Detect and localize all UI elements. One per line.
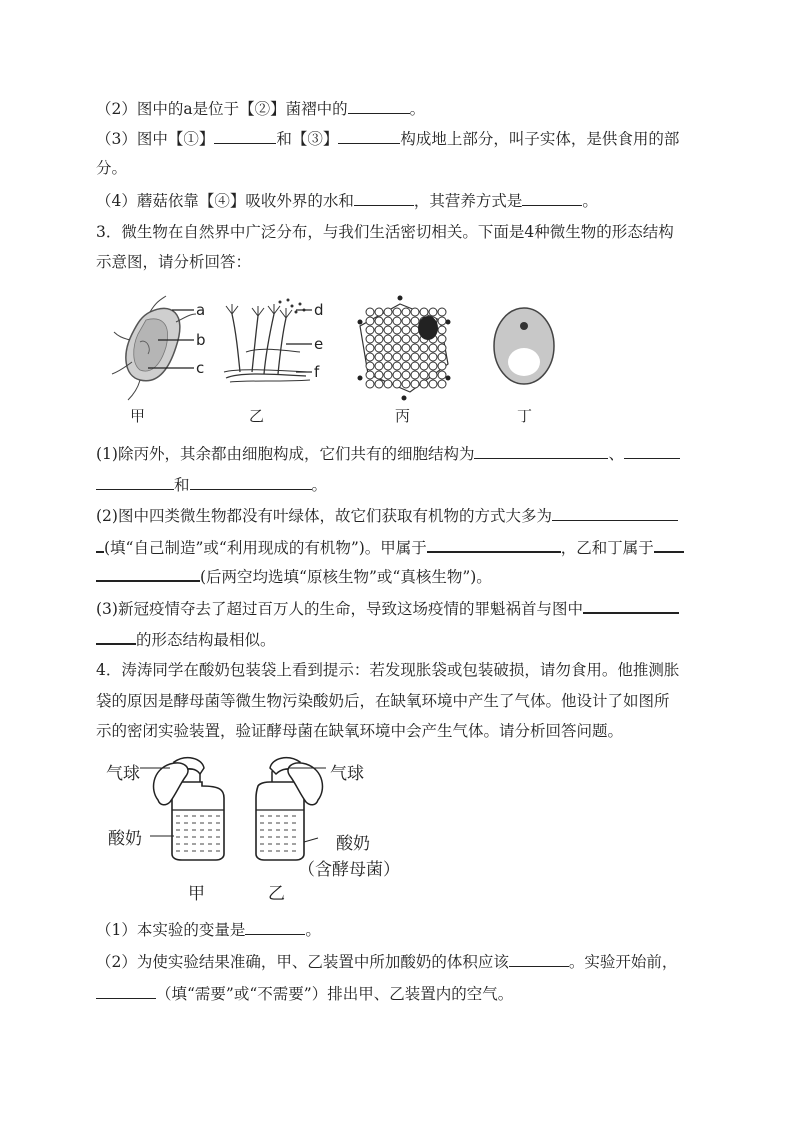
q3-part2-text-c: ，乙和丁属于 [560,539,654,557]
q4-part2 [96,951,677,972]
q2-item-4-text-b: ，其营养方式是 [413,192,523,210]
q2-item-3-text-c: 构成地上部分，叫子实体，是供食用的部 [400,130,680,148]
virus-drawing [358,296,451,401]
q3-part3 [96,597,679,619]
q4-part2-text-c: （填“需要”或“不需要”）排出甲、乙装置内的空气。 [156,985,514,1003]
q4-part1 [96,919,321,940]
q2-item-2-end: 。 [409,100,426,118]
q3-part1-text-d: 。 [311,476,328,494]
q3-part1-text-a: (1)除丙外，其余都由细胞构成，它们共有的细胞结构为 [96,445,475,463]
q3-part3-cont [96,628,276,650]
answer-blank[interactable] [348,98,410,114]
q3-part1 [96,443,680,464]
q2-item-2-text: （2）图中的a是位于【②】菌褶中的 [96,100,348,118]
yeast-note: （含酵母菌） [298,860,400,880]
q3-part1-text-c: 和 [174,476,190,494]
q3-stem-line1: 3．微生物在自然界中广泛分布，与我们生活密切相关。下面是4种微生物的形态结构 [96,223,674,241]
answer-blank[interactable] [427,536,561,553]
q2-item-3-text-a: （3）图中【①】 [96,130,215,148]
q4-part1-text-b: 。 [305,921,321,939]
answer-blank[interactable] [96,474,174,490]
q3-part2-cont2 [96,565,492,587]
q4-part2-cont [96,983,513,1004]
q4-part2-text-a: （2）为使实验结果准确，甲、乙装置中所加酸奶的体积应该 [96,953,509,971]
q3-part3-text-b: 的形态结构最相似。 [136,631,276,649]
label-b: b [196,331,206,349]
microorganism-figure [110,292,570,432]
q3-stem-line2: 示意图，请分析回答： [96,253,252,271]
answer-blank[interactable] [509,951,569,967]
balloon-label-jia: 气球 [106,764,140,784]
answer-blank[interactable] [190,474,312,490]
q2-item-3-cont [96,158,127,178]
q3-part1-text-b: 、 [608,445,624,463]
label-f: f [314,363,320,381]
caption-bottle-jia: 甲 [188,884,205,904]
q3-part2-text-b: (填“自己制造”或“利用现成的有机物”)。甲属于 [104,539,427,557]
q2-item-4 [96,190,598,211]
answer-blank[interactable] [624,443,680,459]
q2-item-3 [96,128,679,149]
caption-bottle-yi: 乙 [268,884,285,904]
caption-bing: 丙 [395,407,411,425]
caption-jia: 甲 [130,407,146,425]
yogurt-label-yi: 酸奶 [336,834,370,854]
answer-blank[interactable] [522,190,582,206]
answer-blank[interactable] [96,628,136,645]
balloon-label-yi: 气球 [330,764,364,784]
bottle-jia [154,758,224,860]
q3-part3-text-a: (3)新冠疫情夺去了超过百万人的生命，导致这场疫情的罪魁祸首与图中 [96,600,583,618]
label-d: d [314,301,324,319]
q2-item-4-text-a: （4）蘑菇依靠【④】吸收外界的水和 [96,192,354,210]
yeast-drawing [494,308,554,384]
q2-item-4-text-c: 。 [582,192,598,210]
caption-ding: 丁 [517,407,533,425]
label-a: a [196,301,206,319]
q4-stem-line1: 4．涛涛同学在酸奶包装袋上看到提示：若发现胀袋或包装破损，请勿食用。他推测胀 [96,661,680,679]
caption-yi: 乙 [249,407,265,425]
q4-stem-line3: 示的密闭实验装置，验证酵母菌在缺氧环境中会产生气体。请分析回答问题。 [96,722,624,740]
q4-part2-text-b: 。实验开始前， [568,953,678,971]
answer-blank[interactable] [338,128,400,144]
q3-part2-cont [96,536,684,558]
mold-drawing [224,299,312,383]
answer-blank[interactable] [654,536,684,553]
answer-blank[interactable] [96,565,200,582]
q4-stem-line2: 袋的原因是酵母菌等微生物污染酸奶后，在缺氧环境中产生了气体。他设计了如图所 [96,692,670,710]
answer-blank[interactable] [552,505,678,521]
answer-blank[interactable] [354,190,414,206]
bacterium-drawing [112,296,196,400]
answer-blank[interactable] [245,919,305,935]
q2-item-3-text-d: 分。 [96,159,128,177]
q2-item-3-text-b: 和【③】 [276,130,339,148]
q3-part2 [96,505,678,526]
q4-part1-text-a: （1）本实验的变量是 [96,921,246,939]
answer-blank[interactable] [96,536,104,553]
answer-blank[interactable] [214,128,276,144]
label-e: e [314,335,324,353]
q2-item-2 [96,98,425,119]
answer-blank[interactable] [583,597,679,614]
yogurt-label-jia: 酸奶 [108,829,142,849]
bottle-yi [256,758,326,860]
q3-part2-text-a: (2)图中四类微生物都没有叶绿体，故它们获取有机物的方式大多为 [96,507,552,525]
q3-part2-text-d: (后两空均选填“原核生物”或“真核生物”)。 [200,568,492,586]
answer-blank[interactable] [474,443,608,459]
q3-part1-cont [96,474,327,495]
answer-blank[interactable] [96,983,156,999]
label-c: c [196,359,205,377]
